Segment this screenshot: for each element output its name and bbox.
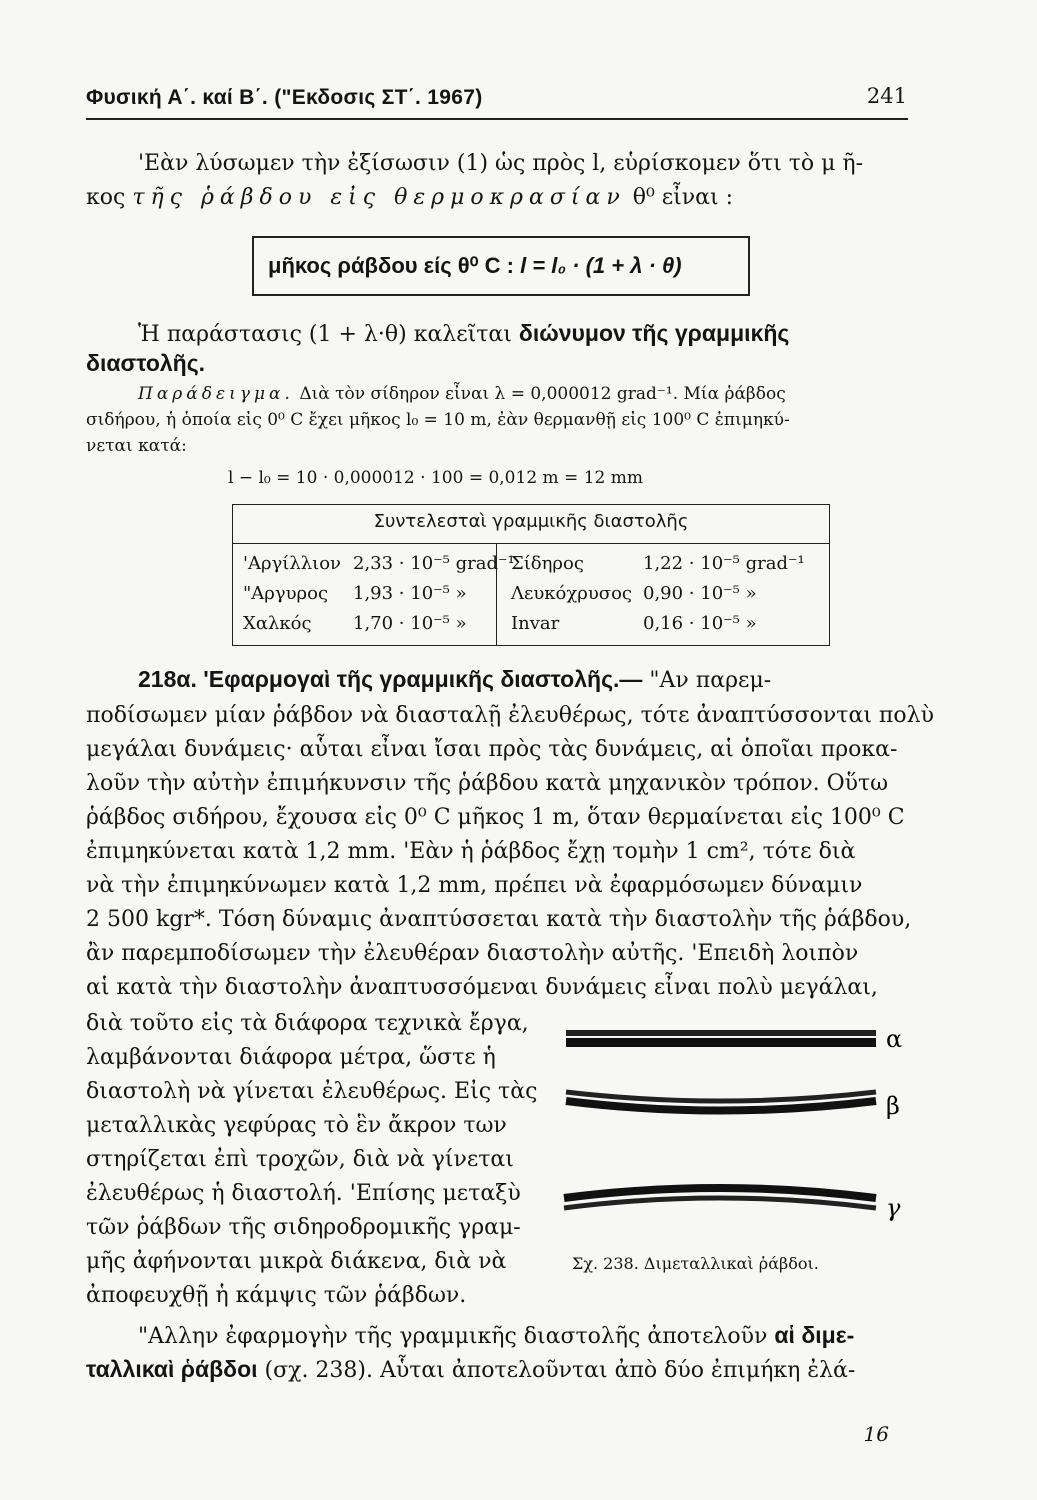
section-line: ῥάβδος σιδήρου, ἔχουσα εἰς 0⁰ C μῆκος 1 m, ὅταν θερμαίνεται εἰς 100⁰ C <box>86 805 905 830</box>
narrow-line: μῆς ἀφήνονται μικρὰ διάκενα, διὰ νὰ <box>86 1249 507 1274</box>
example-calculation: l − l₀ = 10 · 0,000012 · 100 = 0,012 m = 12 mm <box>228 468 643 488</box>
figure-caption: Σχ. 238. Διμεταλλικαὶ ῥάβδοι. <box>572 1254 819 1273</box>
section-line: ἐπιμηκύνεται κατὰ 1,2 mm. 'Εὰν ἡ ῥάβδος ἔχῃ τομὴν 1 cm², τότε διὰ <box>86 839 856 864</box>
closing-suffix: (σχ. 238). Αὗται ἀποτελοῦνται ἀπὸ δύο ἐπιμήκη ἐλά- <box>257 1358 856 1383</box>
intro-line-2 <box>86 182 910 213</box>
strip-alpha <box>566 1030 876 1047</box>
intro-spaced-text: τῆς ῥάβδου εἰς θερμοκρασίαν <box>132 185 626 210</box>
closing-prefix: "Αλλην ἐφαρμογὴν τῆς γραμμικῆς διαστολῆς ἀποτελοῦν <box>138 1324 775 1349</box>
section-heading: 218α. 'Εφαρμογαὶ τῆς γραμμικῆς διαστολῆς.— <box>138 666 643 692</box>
narrow-line: στηρίζεται ἐπὶ τροχῶν, διὰ νὰ γίνεται <box>86 1147 514 1172</box>
formula-expression: l = l₀ · (1 + λ · θ) <box>520 253 682 278</box>
table-header-rule <box>233 543 829 544</box>
running-header: Φυσική Α΄. καί Β΄. ("Εκδοσις ΣΤ΄. 1967) <box>86 86 483 109</box>
table-row-2-right-value: 0,90 · 10⁻⁵ » <box>643 583 757 604</box>
section-last-line: ἀποφευχθῇ ἡ κάμψις τῶν ῥάβδων. <box>86 1283 467 1308</box>
example-line-1 <box>138 382 918 406</box>
section-line: λοῦν τὴν αὐτὴν ἐπιμήκυνσιν τῆς ῥάβδου κατὰ μηχανικὸν τρόπον. Οὕτω <box>86 771 889 796</box>
example-label: Παράδειγμα. <box>138 384 294 404</box>
table-row-3-left-value: 1,70 · 10⁻⁵ » <box>353 613 467 634</box>
intro-line-1: 'Εὰν λύσωμεν τὴν ἐξίσωσιν (1) ὡς πρὸς l, εὑρίσκομεν ὅτι τὸ μ ῆ- <box>138 151 864 176</box>
table-row-2-right-name: Λευκόχρυσος <box>511 583 632 604</box>
binomial-line-1 <box>138 318 918 350</box>
table-title: Συντελεσταὶ γραμμικῆς διαστολῆς <box>373 511 689 532</box>
section-line: νὰ τὴν ἐπιμηκύνωμεν κατὰ 1,2 mm, πρέπει νὰ ἐφαρμόσωμεν δύναμιν <box>86 873 863 898</box>
table-row-1-right-name: Σίδηρος <box>511 553 584 574</box>
strip-gamma <box>564 1188 876 1208</box>
formula-box <box>252 236 750 296</box>
table-row-2-left-name: "Αργυρος <box>243 583 329 604</box>
binomial-prefix: Ἡ παράστασις (1 + λ·θ) καλεῖται <box>138 322 519 347</box>
closing-bold-term-2: ταλλικαὶ ῥάβδοι <box>86 1356 258 1382</box>
section-line: αἱ κατὰ τὴν διαστολὴν ἀναπτυσσόμεναι δυνάμεις εἶναι πολὺ μεγάλαι, <box>86 975 878 1000</box>
table-row-1-left-name: 'Αργίλλιον <box>243 553 341 574</box>
section-line-0: "Αν παρεμ- <box>649 668 772 693</box>
label-gamma: γ <box>886 1194 901 1222</box>
strip-beta <box>566 1092 876 1111</box>
section-line: 2 500 kgr*. Τόση δύναμις ἀναπτύσσεται κατὰ τὴν διαστολὴν τῆς ῥάβδου, <box>86 907 912 932</box>
label-alpha: α <box>886 1025 903 1053</box>
table-row-3-right-name: Invar <box>511 613 560 634</box>
section-line: ἂν παρεμποδίσωμεν τὴν ἐλευθέραν διαστολὴν αὐτῆς. 'Επειδὴ λοιπὸν <box>86 941 859 966</box>
label-beta: β <box>886 1092 900 1120</box>
bimetallic-strips-figure <box>560 1010 920 1246</box>
narrow-line: τῶν ῥάβδων τῆς σιδηροδρομικῆς γραμ- <box>86 1215 521 1240</box>
example-line-2: σιδήρου, ἡ ὁποία εἰς 0⁰ C ἔχει μῆκος l₀ = 10 m, ἐὰν θερμανθῇ εἰς 100⁰ C ἐπιμηκύ- <box>86 410 790 430</box>
table-row-3-right-value: 0,16 · 10⁻⁵ » <box>643 613 757 634</box>
binomial-term-continued: διαστολῆς. <box>86 350 206 376</box>
coefficient-table <box>232 504 830 646</box>
closing-line-1 <box>138 1320 918 1352</box>
narrow-line: ἐλευθέρως ἡ διαστολή. 'Επίσης μεταξὺ <box>86 1181 521 1206</box>
table-row-1-right-value: 1,22 · 10⁻⁵ grad⁻¹ <box>643 553 805 574</box>
narrow-line: λαμβάνονται διάφορα μέτρα, ὥστε ἡ <box>86 1045 496 1070</box>
section-heading-line <box>138 664 918 696</box>
header-rule <box>86 118 908 120</box>
formula-label: μῆκος ράβδου είς θ⁰ C : <box>268 253 514 278</box>
section-line: ποδίσωμεν μίαν ῥάβδον νὰ διασταλῇ ἐλευθέρως, τότε ἀναπτύσσονται πολὺ <box>86 703 934 728</box>
intro-suffix: θ⁰ εἶναι : <box>625 185 734 210</box>
table-row-2-left-value: 1,93 · 10⁻⁵ » <box>353 583 467 604</box>
narrow-line: διαστολὴ νὰ γίνεται ἐλευθέρως. Εἰς τὰς <box>86 1079 538 1104</box>
closing-bold-term: αἱ διμε- <box>774 1322 855 1348</box>
example-text-1: Διὰ τὸν σίδηρον εἶναι λ = 0,000012 grad⁻¹. Μία ῥάβδος <box>299 384 786 404</box>
page-number: 241 <box>866 84 907 108</box>
example-line-3: νεται κατά: <box>86 436 187 456</box>
table-row-1-left-value: 2,33 · 10⁻⁵ grad⁻¹ <box>353 553 515 574</box>
table-row-3-left-name: Χαλκός <box>243 613 312 634</box>
signature-mark: 16 <box>863 1422 889 1446</box>
binomial-term: διώνυμον τῆς γραμμικῆς <box>518 320 790 346</box>
narrow-line: διὰ τοῦτο εἰς τὰ διάφορα τεχνικὰ ἔργα, <box>86 1011 529 1036</box>
closing-line-2 <box>86 1354 926 1386</box>
narrow-line: μεταλλικὰς γεφύρας τὸ ἓν ἄκρον των <box>86 1113 507 1138</box>
intro-prefix: κος <box>86 185 133 210</box>
section-line: μεγάλαι δυνάμεις· αὗται εἶναι ἴσαι πρὸς τὰς δυνάμεις, αἱ ὁποῖαι προκα- <box>86 737 898 762</box>
